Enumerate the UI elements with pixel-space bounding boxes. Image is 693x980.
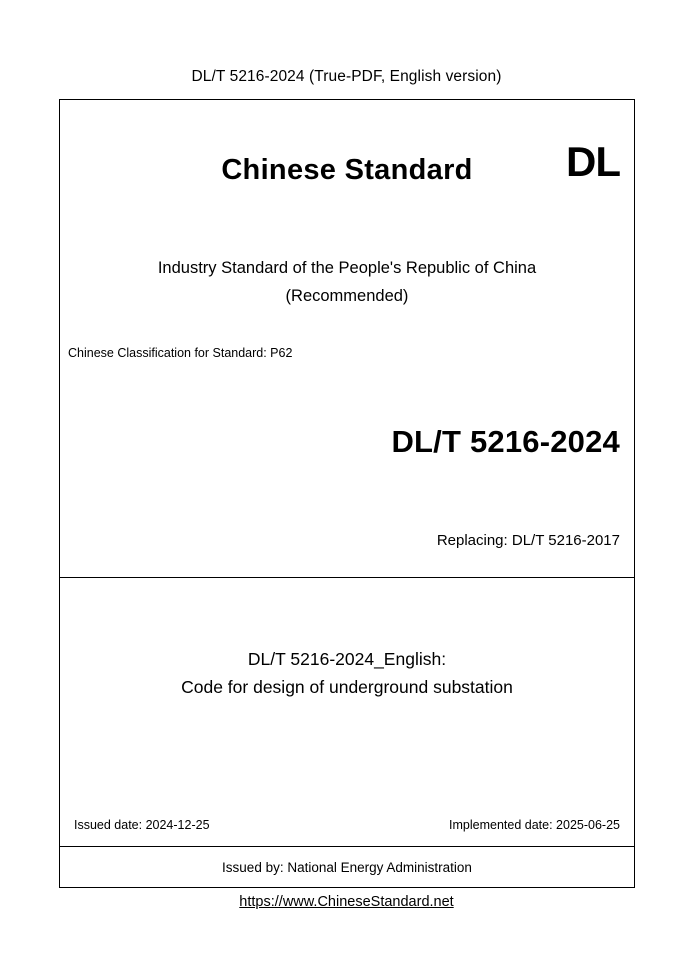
document-title-line-1: DL/T 5216-2024_English:: [247, 649, 447, 669]
date-row: [60, 818, 634, 832]
industry-standard-line-1: Industry Standard of the People's Republic of China: [157, 259, 537, 277]
standard-number: DL/T 5216-2024: [391, 424, 620, 459]
document-title-line-2: Code for design of underground substation: [181, 677, 513, 697]
issued-by-section: [60, 847, 634, 887]
cover-middle-section: [60, 578, 634, 847]
issued-date: Issued date: 2024-12-25: [74, 818, 210, 832]
page-header-text: DL/T 5216-2024 (True-PDF, English version): [191, 68, 502, 85]
site-url-link[interactable]: https://www.ChineseStandard.net: [239, 894, 454, 910]
classification-text: Chinese Classification for Standard: P62: [68, 346, 293, 360]
industry-standard-line-2: (Recommended): [285, 287, 409, 305]
dl-logo-icon: DL: [566, 138, 620, 185]
replacing-text: Replacing: DL/T 5216-2017: [436, 532, 620, 549]
document-title: [60, 645, 634, 701]
issued-by-text: Issued by: National Energy Administration: [222, 859, 472, 875]
site-url[interactable]: [0, 894, 693, 910]
cover-top-section: [60, 100, 634, 578]
cover-box: [59, 99, 635, 888]
cover-title: Chinese Standard: [221, 154, 473, 186]
implemented-date: Implemented date: 2025-06-25: [449, 818, 620, 832]
industry-standard-text: [60, 254, 634, 310]
